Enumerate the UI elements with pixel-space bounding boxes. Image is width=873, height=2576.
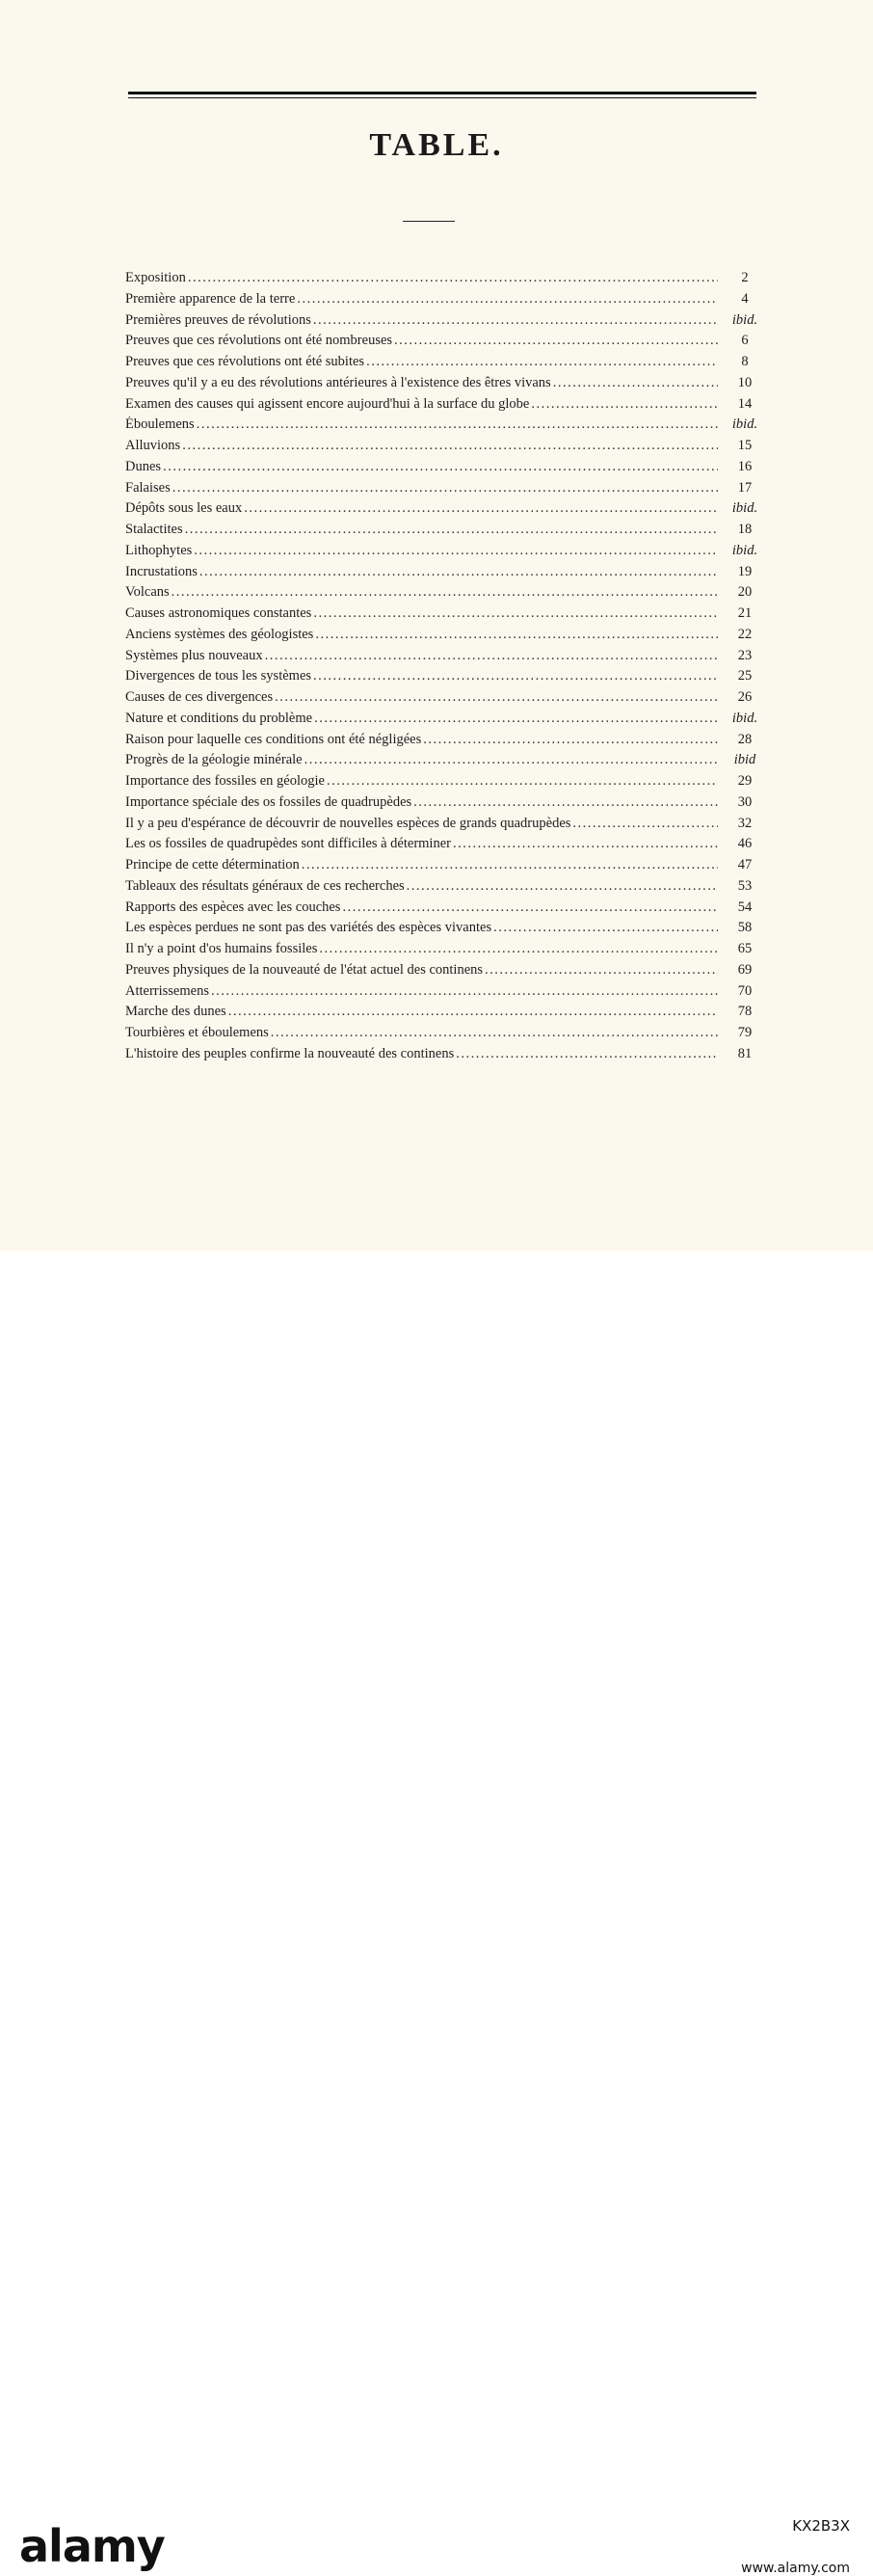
book-page — [0, 0, 873, 1251]
toc-entry-page: 28 — [737, 731, 753, 747]
toc-dot-leader — [531, 396, 718, 413]
toc-dot-leader — [423, 732, 718, 748]
toc-entry — [125, 794, 762, 816]
toc-entry-title: Preuves physiques de la nouveauté de l'état actuel des continens — [125, 961, 484, 978]
toc-dot-leader — [211, 983, 718, 1000]
toc-entry-title: Systèmes plus nouveaux — [125, 647, 263, 663]
toc-dot-leader — [199, 564, 718, 580]
alamy-logo: alamy — [19, 2520, 165, 2572]
toc-entry — [125, 1046, 762, 1067]
toc-dot-leader — [407, 878, 718, 895]
toc-entry-page: 19 — [737, 563, 753, 579]
toc-dot-leader — [313, 312, 718, 329]
toc-entry-page: ibid. — [731, 311, 758, 328]
toc-entry — [125, 627, 762, 648]
toc-entry-title: Lithophytes — [125, 542, 193, 558]
toc-entry — [125, 584, 762, 605]
toc-entry — [125, 375, 762, 396]
toc-entry-page: 18 — [737, 522, 753, 537]
toc-entry — [125, 438, 762, 459]
toc-dot-leader — [572, 816, 718, 832]
site-url: www.alamy.com — [741, 2561, 850, 2576]
toc-dot-leader — [314, 711, 718, 727]
toc-entry-title: Marche des dunes — [125, 1004, 226, 1020]
toc-dot-leader — [327, 773, 718, 790]
toc-entry-page: 6 — [741, 333, 749, 349]
toc-entry-title: Il n'y a point d'os humains fossiles — [125, 941, 318, 956]
toc-entry-page: 23 — [737, 647, 753, 663]
toc-entry — [125, 543, 762, 564]
toc-dot-leader — [265, 648, 718, 664]
toc-entry-page: 54 — [737, 899, 753, 915]
toc-dot-leader — [304, 752, 718, 768]
toc-entry-page: 81 — [737, 1045, 753, 1061]
toc-dot-leader — [485, 962, 718, 979]
toc-entry-page: 10 — [737, 374, 753, 390]
toc-entry-page: ibid — [733, 752, 756, 768]
toc-entry-title: Importance des fossiles en géologie — [125, 773, 325, 789]
toc-entry-title: Il y a peu d'espérance de découvrir de nouvelles espèces de grands quadrupèdes — [125, 815, 571, 831]
toc-dot-leader — [244, 500, 718, 517]
toc-dot-leader — [182, 438, 718, 454]
toc-entry-page: 32 — [737, 815, 753, 831]
toc-entry-page: 4 — [741, 290, 749, 307]
toc-entry-page: 78 — [737, 1004, 753, 1020]
toc-dot-leader — [172, 480, 718, 496]
toc-entry-title: Principe de cette détermination — [125, 857, 300, 872]
toc-entry-title: Falaises — [125, 479, 171, 496]
toc-dot-leader — [185, 522, 718, 538]
toc-dot-leader — [271, 1025, 718, 1041]
toc-entry-title: Exposition — [125, 270, 186, 285]
toc-entry-title: Premières preuves de révolutions — [125, 311, 311, 328]
toc-entry-page: 58 — [737, 920, 753, 936]
title-underline-rule — [403, 221, 455, 222]
toc-entry — [125, 354, 762, 375]
toc-entry-title: Raison pour laquelle ces conditions ont été négligées — [125, 731, 422, 747]
toc-entry — [125, 564, 762, 585]
toc-entry-page: 25 — [737, 668, 753, 684]
toc-entry-title: Causes astronomiques constantes — [125, 605, 312, 621]
toc-entry-title: L'histoire des peuples confirme la nouveauté des continens — [125, 1045, 455, 1061]
toc-entry-title: Atterrissemens — [125, 982, 209, 999]
toc-dot-leader — [194, 543, 718, 559]
toc-entry-page: 15 — [737, 438, 753, 453]
toc-entry-title: Les os fossiles de quadrupèdes sont difficiles à déterminer — [125, 836, 451, 852]
toc-entry — [125, 962, 762, 983]
toc-entry-title: Alluvions — [125, 438, 181, 453]
toc-entry-page: 69 — [737, 961, 753, 978]
toc-entry-title: Progrès de la géologie minérale — [125, 752, 303, 768]
toc-entry-title: Tourbières et éboulemens — [125, 1025, 269, 1040]
toc-dot-leader — [302, 857, 718, 873]
toc-entry — [125, 689, 762, 711]
toc-entry — [125, 416, 762, 438]
toc-entry-title: Volcans — [125, 584, 170, 601]
toc-entry-page: 46 — [737, 836, 753, 852]
toc-entry — [125, 522, 762, 543]
toc-dot-leader — [453, 836, 718, 852]
toc-entry-page: 47 — [737, 857, 753, 872]
toc-entry-page: ibid. — [731, 542, 758, 558]
toc-entry-title: Preuves qu'il y a eu des révolutions antérieures à l'existence des êtres vivans — [125, 374, 551, 390]
toc-entry — [125, 899, 762, 921]
toc-entry — [125, 480, 762, 501]
toc-entry — [125, 816, 762, 837]
top-double-rule — [128, 92, 756, 98]
toc-dot-leader — [313, 668, 718, 684]
toc-entry-title: Importance spéciale des os fossiles de quadrupèdes — [125, 793, 412, 810]
toc-entry — [125, 773, 762, 794]
toc-entry-title: Tableaux des résultats généraux de ces recherches — [125, 877, 405, 894]
toc-entry — [125, 312, 762, 334]
toc-entry — [125, 752, 762, 773]
toc-entry — [125, 396, 762, 417]
toc-dot-leader — [394, 333, 718, 349]
toc-entry — [125, 920, 762, 941]
toc-entry — [125, 459, 762, 480]
toc-entry — [125, 291, 762, 312]
toc-dot-leader — [315, 627, 718, 643]
toc-entry-title: Nature et conditions du problème — [125, 710, 313, 726]
toc-entry-title: Éboulemens — [125, 416, 195, 433]
toc-entry-title: Première apparence de la terre — [125, 290, 296, 307]
toc-entry — [125, 605, 762, 627]
toc-entry — [125, 878, 762, 899]
toc-dot-leader — [228, 1004, 718, 1020]
toc-dot-leader — [188, 270, 718, 286]
toc-entry-page: 22 — [737, 626, 753, 642]
toc-entry-title: Divergences de tous les systèmes — [125, 668, 312, 684]
toc-dot-leader — [297, 291, 718, 308]
toc-entry — [125, 941, 762, 962]
toc-entry-title: Dunes — [125, 458, 162, 474]
toc-entry-page: 26 — [737, 689, 753, 705]
toc-dot-leader — [493, 920, 718, 936]
toc-entry-page: 2 — [741, 270, 749, 285]
toc-entry-page: ibid. — [731, 710, 758, 726]
toc-entry-page: 21 — [737, 605, 753, 621]
toc-entry-title: Stalactites — [125, 522, 183, 537]
toc-entry — [125, 648, 762, 669]
toc-entry — [125, 333, 762, 354]
toc-entry-title: Anciens systèmes des géologistes — [125, 626, 314, 642]
toc-entry — [125, 668, 762, 689]
toc-entry-page: 30 — [737, 793, 753, 810]
toc-dot-leader — [413, 794, 718, 811]
toc-entry-title: Rapports des espèces avec les couches — [125, 899, 341, 915]
toc-dot-leader — [553, 375, 718, 391]
toc-entry-page: 8 — [741, 354, 749, 369]
toc-entry-page: 17 — [737, 479, 753, 496]
toc-dot-leader — [197, 416, 718, 433]
toc-dot-leader — [342, 899, 718, 916]
page-title: TABLE. — [369, 127, 504, 163]
toc-entry-title: Causes de ces divergences — [125, 689, 274, 705]
toc-entry — [125, 983, 762, 1005]
watermark-footer — [0, 1251, 873, 2576]
toc-entry-page: 14 — [737, 395, 753, 412]
toc-entry-page: ibid. — [731, 416, 758, 433]
toc-entry-title: Preuves que ces révolutions ont été subites — [125, 354, 365, 369]
toc-entry — [125, 1025, 762, 1046]
toc-entry-page: 20 — [737, 584, 753, 601]
toc-entry-title: Preuves que ces révolutions ont été nombreuses — [125, 333, 393, 349]
toc-entry-page: 65 — [737, 941, 753, 956]
toc-entry-title: Les espèces perdues ne sont pas des variétés des espèces vivantes — [125, 920, 492, 936]
toc-dot-leader — [163, 459, 718, 475]
toc-dot-leader — [456, 1046, 718, 1062]
toc-entry-title: Incrustations — [125, 563, 198, 579]
toc-entry — [125, 270, 762, 291]
toc-entry-title: Examen des causes qui agissent encore aujourd'hui à la surface du globe — [125, 395, 530, 412]
table-of-contents — [125, 270, 762, 1067]
toc-entry-page: 79 — [737, 1025, 753, 1040]
toc-entry-page: 29 — [737, 773, 753, 789]
toc-dot-leader — [313, 605, 718, 622]
toc-entry-title: Dépôts sous les eaux — [125, 500, 243, 517]
toc-entry-page: ibid. — [731, 500, 758, 517]
toc-entry — [125, 732, 762, 753]
toc-dot-leader — [366, 354, 718, 370]
toc-entry — [125, 836, 762, 857]
toc-entry — [125, 1004, 762, 1025]
toc-entry-page: 70 — [737, 982, 753, 999]
toc-dot-leader — [275, 689, 718, 706]
toc-dot-leader — [172, 584, 718, 601]
toc-dot-leader — [319, 941, 718, 957]
toc-entry — [125, 857, 762, 878]
image-id: KX2B3X — [792, 2517, 850, 2535]
toc-entry-page: 53 — [737, 877, 753, 894]
toc-entry — [125, 500, 762, 522]
toc-entry-page: 16 — [737, 458, 753, 474]
toc-entry — [125, 711, 762, 732]
